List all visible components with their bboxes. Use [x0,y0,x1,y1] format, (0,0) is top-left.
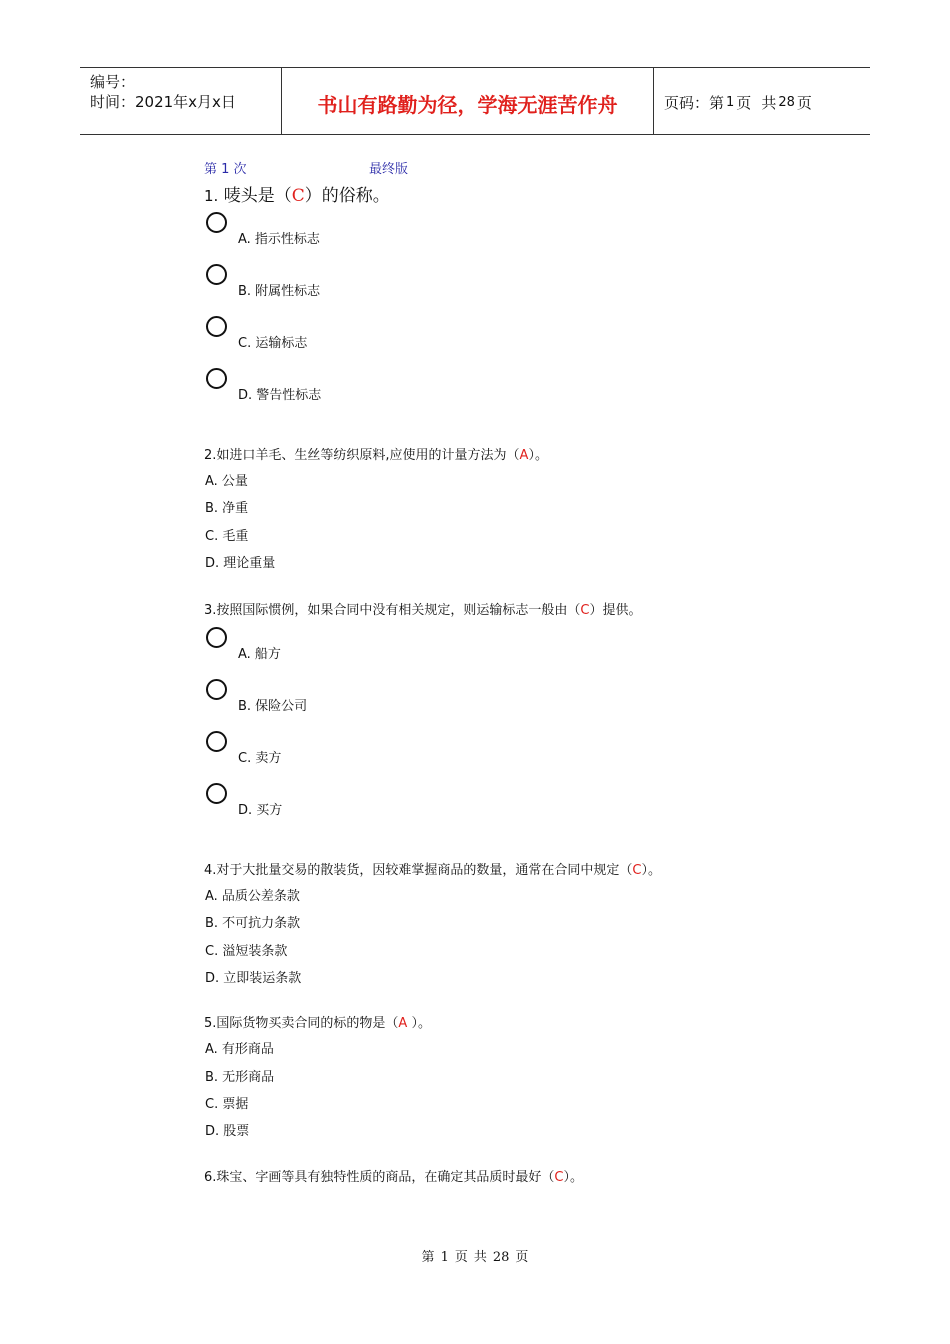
question-content [204,160,844,1188]
attempt-label: 第 1 次 [204,162,247,177]
answer: C [291,186,305,206]
radio-option[interactable]: C. 运输标志 [204,316,844,368]
answer: C [554,1169,564,1185]
radio-circle-icon[interactable] [206,679,227,700]
radio-circle-icon[interactable] [206,783,227,804]
radio-circle-icon[interactable] [206,368,227,389]
answer: A [519,448,529,463]
radio-option[interactable]: D. 警告性标志 [204,368,844,420]
total-suffix: 页 [796,93,812,112]
answer: C [580,603,590,619]
radio-option[interactable]: A. 船方 [204,627,844,679]
question-title: 5.国际货物买卖合同的标的物是（A ）。 [204,1016,431,1032]
question-1 [204,186,844,420]
doc-id-label: 编号： [90,73,136,91]
page-footer: 第 1 页 共 28 页 [421,1250,529,1265]
question-3 [204,601,844,835]
total-pages: 28 [778,94,795,110]
list-option: A. 有形商品 [205,1042,274,1058]
list-option: B. 净重 [205,501,249,517]
radio-circle-icon[interactable] [206,212,227,233]
question-title: 2.如进口羊毛、生丝等纺织原料,应使用的计量方法为（A）。 [204,448,548,463]
total-prefix: 共 [761,93,777,112]
header-page-info [654,68,870,134]
doc-time-label: 时间：2021年x月x日 [90,93,236,111]
header-motto: 书山有路勤为径，学海无涯苦作舟 [282,68,654,134]
list-option: A. 品质公差条款 [205,889,300,905]
radio-option[interactable]: D. 买方 [204,783,844,835]
radio-option[interactable]: C. 卖方 [204,731,844,783]
page-header [80,67,870,135]
radio-option[interactable]: B. 保险公司 [204,679,844,731]
question-4 [204,861,844,992]
question-2 [204,446,844,577]
question-title: 6.珠宝、字画等具有独特性质的商品，在确定其品质时最好（C）。 [204,1169,584,1185]
question-title: 4.对于大批量交易的散装货，因较难掌握商品的数量，通常在合同中规定（C）。 [204,863,662,879]
page-mid: 页 [736,93,752,112]
list-option: B. 不可抗力条款 [205,916,301,932]
list-option: D. 立即装运条款 [205,971,302,987]
radio-circle-icon[interactable] [206,627,227,648]
radio-circle-icon[interactable] [206,316,227,337]
header-left [80,68,282,134]
radio-circle-icon[interactable] [206,731,227,752]
question-title: 1. 唛头是（C）的俗称。 [204,186,390,206]
question-title: 3.按照国际惯例，如果合同中没有相关规定，则运输标志一般由（C）提供。 [204,603,642,619]
question-5 [204,1014,844,1145]
radio-option[interactable]: A. 指示性标志 [204,212,844,264]
answer: C [632,863,642,879]
version-label: 最终版 [369,162,409,177]
list-option: B. 无形商品 [205,1069,275,1085]
page-number: 1 [726,94,735,110]
list-option: D. 股票 [205,1124,250,1140]
footer-total-pages: 28 [492,1250,510,1265]
page-prefix: 页码：第 [664,93,725,112]
list-option: C. 票据 [205,1096,249,1112]
question-6 [204,1168,844,1188]
list-option: C. 毛重 [205,528,249,544]
radio-circle-icon[interactable] [206,264,227,285]
list-option: C. 溢短装条款 [205,943,288,959]
footer-page-number: 1 [440,1250,449,1265]
list-option: A. 公量 [205,474,248,489]
answer: A [398,1016,408,1032]
list-option: D. 理论重量 [205,555,276,571]
meta-line [204,160,844,180]
radio-option[interactable]: B. 附属性标志 [204,264,844,316]
